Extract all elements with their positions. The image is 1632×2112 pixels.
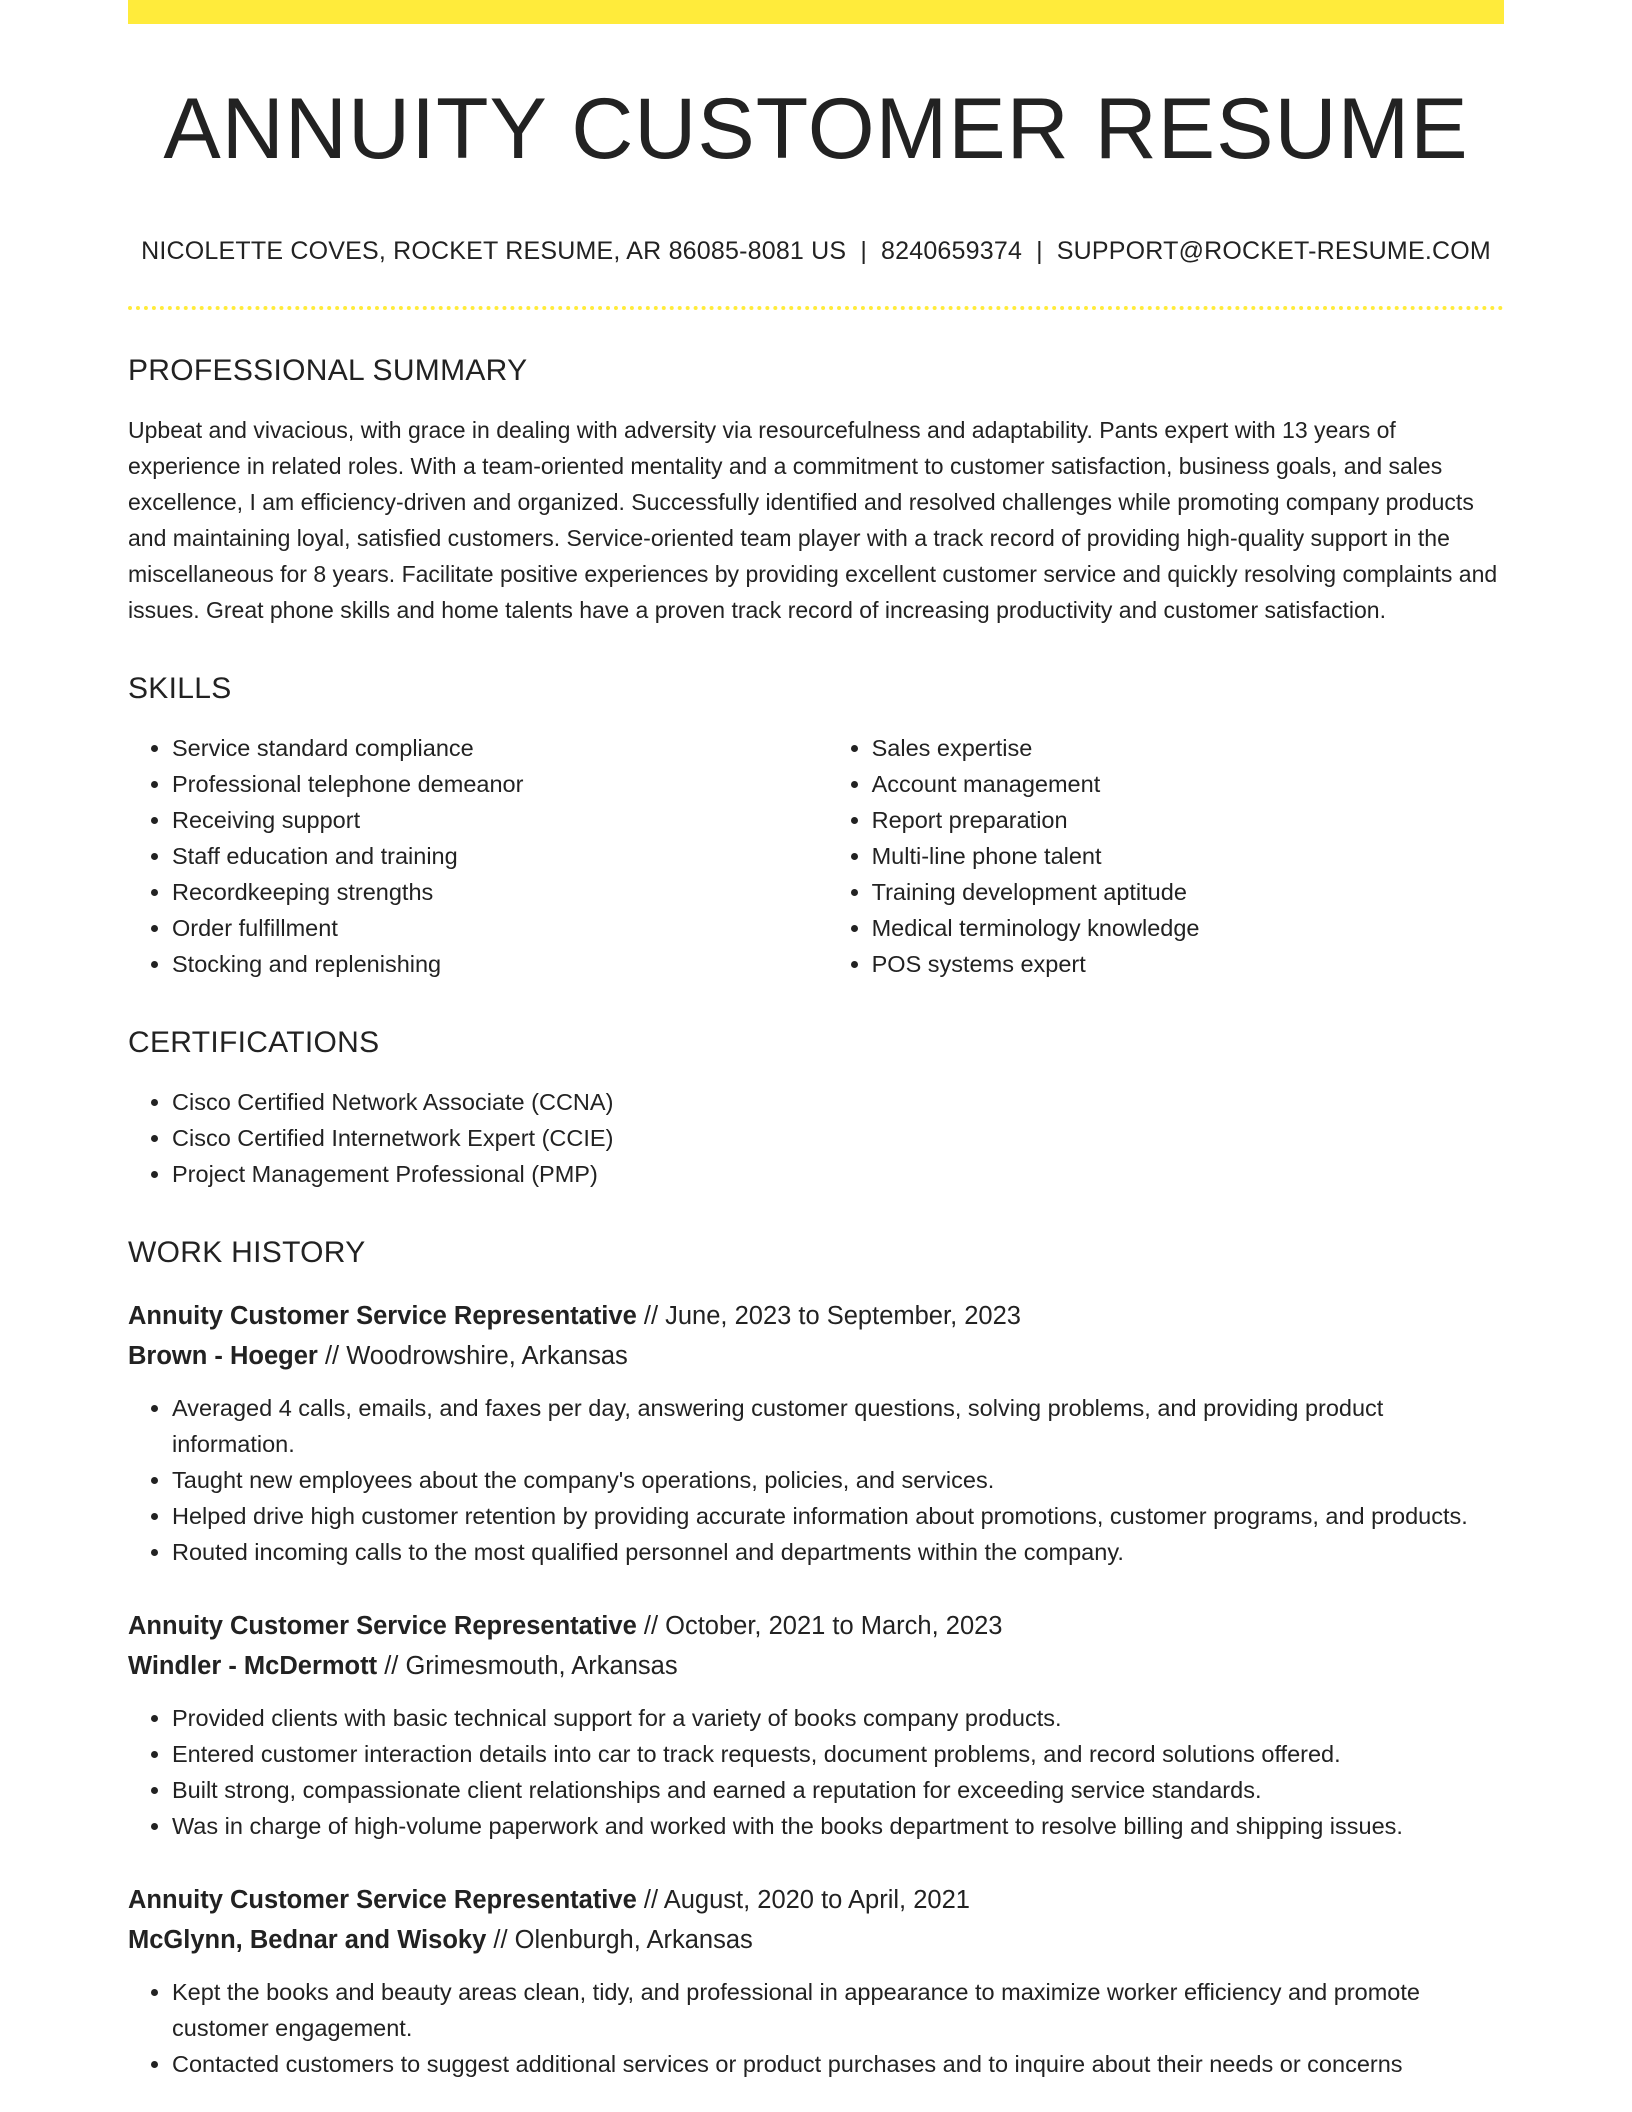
job-title-line	[128, 1606, 1504, 1646]
contact-line	[128, 237, 1504, 266]
job-dates: // October, 2021 to March, 2023	[643, 1611, 1003, 1640]
certification-item: • Project Management Professional (PMP)	[172, 1156, 1504, 1192]
job-bullet: • Averaged 4 calls, emails, and faxes per day, answering customer questions, solving problems, and providing product information.	[172, 1390, 1504, 1462]
job-bullet: • Built strong, compassionate client relationships and earned a reputation for exceeding service standards.	[172, 1772, 1504, 1808]
certifications-heading: CERTIFICATIONS	[128, 1025, 380, 1059]
job-bullets	[128, 1700, 1504, 1844]
job-company: Windler - McDermott	[128, 1651, 378, 1680]
job-bullet: • Routed incoming calls to the most qualified personnel and departments within the company.	[172, 1534, 1504, 1570]
skills-list-right	[828, 730, 1504, 982]
job-location: // Grimesmouth, Arkansas	[384, 1651, 678, 1680]
skill-item: • Order fulfillment	[172, 910, 828, 946]
skills-grid	[128, 706, 1504, 982]
skill-item: • Stocking and replenishing	[172, 946, 828, 982]
skill-item: • Training development aptitude	[872, 874, 1504, 910]
accent-bar	[128, 0, 1504, 24]
contact-phone: 8240659374	[881, 236, 1023, 265]
job-bullet: • Was in charge of high-volume paperwork and worked with the books department to resolve billing and shipping issues.	[172, 1808, 1504, 1844]
skill-item: • Medical terminology knowledge	[872, 910, 1504, 946]
job-bullet: • Kept the books and beauty areas clean, tidy, and professional in appearance to maximize worker efficiency and promote customer engagement.	[172, 1974, 1504, 2046]
certification-item: • Cisco Certified Network Associate (CCNA)	[172, 1084, 1504, 1120]
work-history-heading: WORK HISTORY	[128, 1235, 366, 1269]
job-company-line	[128, 1336, 1504, 1376]
job-title-line	[128, 1296, 1504, 1336]
skills-list-left	[128, 730, 828, 982]
summary-text: Upbeat and vivacious, with grace in dealing with adversity via resourcefulness and adaptability. Pants expert with 13 years of experience in related roles. With a team-oriented mentality and a commitment to customer satisfaction, business goals, and sales excellence, I am efficiency-driven and organized. Successfully identified and resolved challenges while promoting company products and maintaining loyal, satisfied customers. Service-oriented team player with a track record of providing high-quality support in the miscellaneous for 8 years. Facilitate positive experiences by providing excellent customer service and quickly resolving complaints and issues. Great phone skills and home talents have a proven track record of increasing productivity and customer satisfaction.	[128, 416, 1498, 623]
job-entry	[128, 1606, 1504, 1844]
job-company-line	[128, 1646, 1504, 1686]
certifications-section	[128, 1026, 1504, 1192]
job-entry	[128, 1880, 1504, 2082]
certifications-list	[128, 1084, 1504, 1192]
job-title: Annuity Customer Service Representative	[128, 1885, 637, 1914]
job-bullet: • Provided clients with basic technical support for a variety of books company products.	[172, 1700, 1504, 1736]
skill-item: • Staff education and training	[172, 838, 828, 874]
contact-address: NICOLETTE COVES, ROCKET RESUME, AR 86085-8081 US	[141, 236, 847, 265]
job-title: Annuity Customer Service Representative	[128, 1611, 637, 1640]
certification-item: • Cisco Certified Internetwork Expert (CCIE)	[172, 1120, 1504, 1156]
skills-section	[128, 672, 1504, 982]
job-title-line	[128, 1880, 1504, 1920]
job-bullets	[128, 1390, 1504, 1570]
job-entry	[128, 1296, 1504, 1570]
resume-title: ANNUITY CUSTOMER RESUME	[163, 81, 1469, 177]
job-location: // Olenburgh, Arkansas	[493, 1925, 753, 1954]
contact-separator: |	[860, 236, 868, 265]
contact-separator: |	[1036, 236, 1043, 265]
skill-item: • POS systems expert	[872, 946, 1504, 982]
job-location: // Woodrowshire, Arkansas	[324, 1341, 628, 1370]
job-title: Annuity Customer Service Representative	[128, 1301, 637, 1330]
summary-heading: PROFESSIONAL SUMMARY	[128, 353, 528, 387]
job-bullet: • Helped drive high customer retention by providing accurate information about promotions, customer programs, and products.	[172, 1498, 1504, 1534]
work-history-section	[128, 1236, 1504, 2082]
skill-item: • Report preparation	[872, 802, 1504, 838]
skill-item: • Sales expertise	[872, 730, 1504, 766]
summary-section	[128, 354, 1504, 628]
skill-item: • Receiving support	[172, 802, 828, 838]
job-bullet: • Taught new employees about the company's operations, policies, and services.	[172, 1462, 1504, 1498]
skill-item: • Recordkeeping strengths	[172, 874, 828, 910]
job-company-line	[128, 1920, 1504, 1960]
job-dates: // August, 2020 to April, 2021	[643, 1885, 970, 1914]
skill-item: • Professional telephone demeanor	[172, 766, 828, 802]
job-company: Brown - Hoeger	[128, 1341, 318, 1370]
skills-heading: SKILLS	[128, 671, 232, 705]
job-bullet: • Entered customer interaction details into car to track requests, document problems, and record solutions offered.	[172, 1736, 1504, 1772]
skill-item: • Multi-line phone talent	[872, 838, 1504, 874]
job-bullets	[128, 1974, 1504, 2082]
job-company: McGlynn, Bednar and Wisoky	[128, 1925, 487, 1954]
contact-email: SUPPORT@ROCKET-RESUME.COM	[1056, 236, 1491, 265]
dotted-divider	[128, 306, 1504, 310]
skill-item: • Account management	[872, 766, 1504, 802]
job-dates: // June, 2023 to September, 2023	[643, 1301, 1021, 1330]
resume-page	[128, 0, 1504, 2082]
job-bullet: • Contacted customers to suggest additional services or product purchases and to inquire about their needs or concerns	[172, 2046, 1504, 2082]
skill-item: • Service standard compliance	[172, 730, 828, 766]
